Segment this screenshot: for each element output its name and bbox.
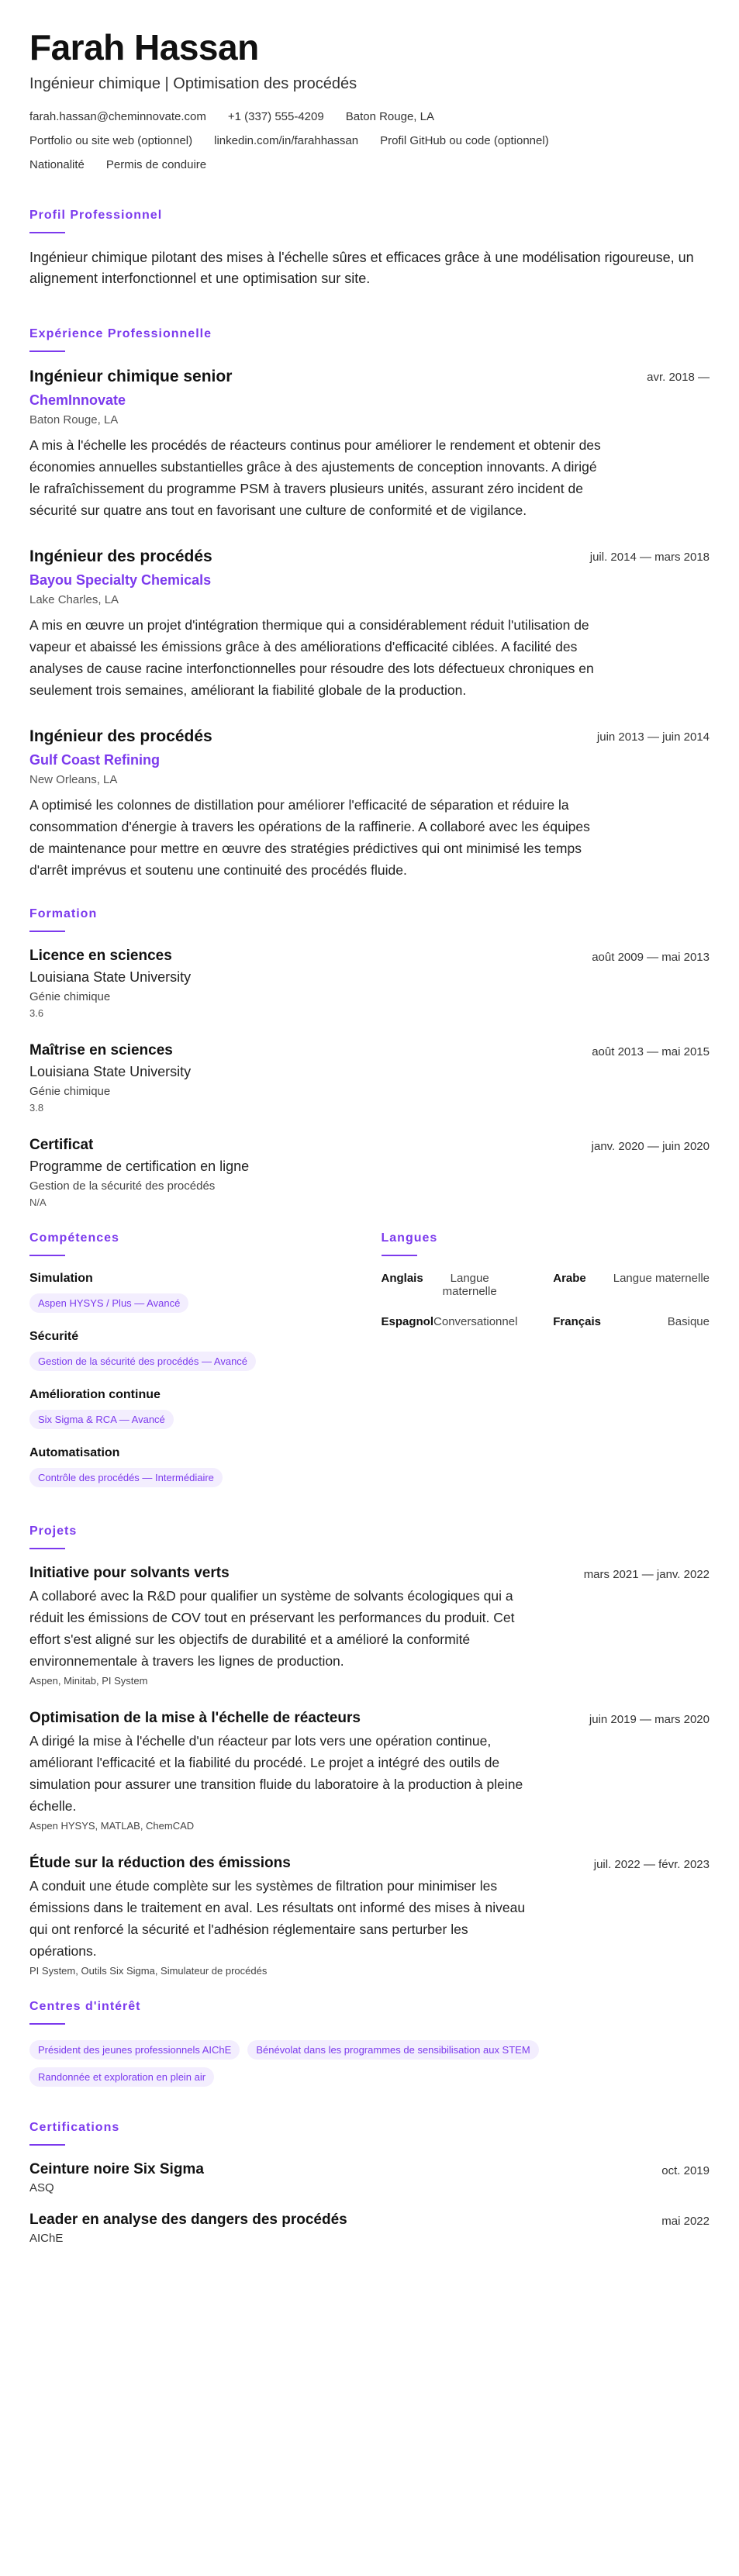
section-divider: [29, 2144, 65, 2146]
section-title: Compétences: [29, 1231, 119, 1245]
certification-title: Leader en analyse des dangers des procédés: [29, 2212, 347, 2229]
education-section: [29, 907, 710, 1208]
language-name: Espagnol: [381, 1315, 434, 1329]
degree-field: Gestion de la sécurité des procédés: [29, 1179, 216, 1193]
job-date: avr. 2018 —: [647, 371, 710, 385]
job-description: A mis à l'échelle les procédés de réacteurs continus pour améliorer le rendement et obtenir des économies annuelles substantielles grâce à des ajustements de conception innovants. A dirigé le rafraîchissement du programme PSM à travers plusieurs unités, assurant zéro incident de sécurité sur quatre ans tout en favorisant une culture de conformité et de vigilance.: [29, 437, 601, 519]
experience-entry: [29, 727, 710, 881]
section-divider: [29, 350, 65, 352]
language-level: Conversationnel: [433, 1315, 518, 1329]
skill-name: Automatisation: [29, 1446, 120, 1460]
section-divider: [29, 2023, 65, 2025]
job-location: Baton Rouge, LA: [29, 413, 119, 427]
language-name: Arabe: [553, 1272, 586, 1286]
contact-row-1: [29, 110, 710, 123]
portfolio-link[interactable]: Portfolio ou site web (optionnel): [29, 133, 193, 147]
section-title: Expérience Professionnelle: [29, 327, 212, 341]
language-item: [382, 1315, 538, 1328]
project-tools: Aspen HYSYS, MATLAB, ChemCAD: [29, 1820, 195, 1832]
project-date: mars 2021 — janv. 2022: [583, 1568, 710, 1582]
section-divider: [29, 232, 65, 233]
section-divider: [382, 1255, 417, 1256]
skill-level-chip: Aspen HYSYS / Plus — Avancé: [29, 1293, 188, 1313]
section-title: Formation: [29, 907, 98, 921]
section-title: Projets: [29, 1525, 78, 1538]
skill-name: Simulation: [29, 1272, 93, 1286]
school-name: Louisiana State University: [29, 969, 192, 986]
linkedin-link[interactable]: linkedin.com/in/farahhassan: [214, 133, 359, 147]
projects-section: [29, 1525, 710, 1977]
skill-item: [29, 1388, 358, 1429]
interests-list: [29, 2040, 710, 2087]
degree-field: Génie chimique: [29, 990, 111, 1004]
section-divider: [29, 1548, 65, 1549]
languages-grid: [382, 1272, 710, 1328]
degree-date: août 2013 — mai 2015: [592, 1045, 710, 1059]
certification-date: oct. 2019: [661, 2164, 710, 2178]
degree-date: janv. 2020 — juin 2020: [591, 1140, 710, 1154]
certification-issuer: ASQ: [29, 2181, 54, 2195]
skill-level-chip: Contrôle des procédés — Intermédiaire: [29, 1468, 223, 1487]
language-item: [553, 1272, 710, 1298]
interest-chip: Randonnée et exploration en plein air: [29, 2067, 214, 2087]
degree-gpa: 3.8: [29, 1102, 44, 1114]
company-name: Bayou Specialty Chemicals: [29, 572, 212, 589]
project-tools: PI System, Outils Six Sigma, Simulateur de procédés: [29, 1965, 268, 1977]
project-entry: [29, 1855, 710, 1977]
certification-entry: [29, 2161, 710, 2194]
resume-header: [29, 28, 710, 171]
company-name: ChemInnovate: [29, 392, 126, 409]
language-level: Langue maternelle: [442, 1272, 497, 1299]
location-text: Baton Rouge, LA: [345, 109, 434, 123]
project-description: A conduit une étude complète sur les systèmes de filtration pour minimiser les émissions dans le traitement en aval. Les résultats ont informé des mises à niveau qui ont renforcé la sécurité et l'adhésion réglementaire sans perturber les opérations.: [29, 1878, 526, 1960]
section-divider: [29, 931, 65, 932]
job-date: juil. 2014 — mars 2018: [589, 551, 710, 565]
language-level: Langue maternelle: [613, 1272, 710, 1286]
section-title: Centres d'intérêt: [29, 2000, 141, 2014]
skill-name: Sécurité: [29, 1330, 79, 1344]
job-date: juin 2013 — juin 2014: [596, 730, 710, 744]
project-date: juil. 2022 — févr. 2023: [593, 1858, 710, 1872]
degree-date: août 2009 — mai 2013: [592, 951, 710, 965]
skills-section: [29, 1231, 358, 1504]
job-title: Ingénieur des procédés: [29, 547, 212, 566]
school-name: Louisiana State University: [29, 1064, 192, 1080]
degree-gpa: N/A: [29, 1196, 47, 1209]
certification-entry: [29, 2212, 710, 2245]
certification-date: mai 2022: [661, 2215, 710, 2229]
project-description: A dirigé la mise à l'échelle d'un réacteur par lots vers une opération continue, améliorant l'efficacité et la fiabilité du procédé. Le projet a intégré des outils de simulation pour assurer une transition fluide du laboratoire à la production à pleine échelle.: [29, 1733, 523, 1815]
github-link[interactable]: Profil GitHub ou code (optionnel): [380, 133, 549, 147]
section-title: Langues: [381, 1231, 438, 1245]
project-entry: [29, 1710, 710, 1832]
school-name: Programme de certification en ligne: [29, 1159, 250, 1175]
candidate-headline: Ingénieur chimique | Optimisation des procédés: [29, 74, 357, 92]
project-title: Initiative pour solvants verts: [29, 1565, 230, 1582]
candidate-name: Farah Hassan: [29, 27, 259, 67]
project-date: juin 2019 — mars 2020: [589, 1713, 710, 1727]
skill-item: [29, 1272, 358, 1313]
degree-title: Maîtrise en sciences: [29, 1042, 173, 1059]
language-item: [553, 1315, 710, 1328]
section-divider: [29, 1255, 65, 1256]
certification-title: Ceinture noire Six Sigma: [29, 2161, 204, 2178]
degree-field: Génie chimique: [29, 1085, 111, 1099]
certifications-section: [29, 2121, 710, 2245]
certification-issuer: AIChE: [29, 2232, 64, 2246]
language-level: Basique: [667, 1315, 710, 1329]
contact-row-3: [29, 158, 710, 171]
language-name: Anglais: [381, 1272, 423, 1286]
language-item: [382, 1272, 538, 1298]
email-link[interactable]: farah.hassan@cheminnovate.com: [29, 109, 206, 123]
project-title: Étude sur la réduction des émissions: [29, 1855, 291, 1872]
project-entry: [29, 1565, 710, 1687]
section-title: Certifications: [29, 2121, 120, 2135]
profile-section: [29, 209, 710, 291]
job-description: A mis en œuvre un projet d'intégration thermique qui a considérablement réduit l'utilisation de vapeur et abaissé les émissions grâce à des améliorations d'efficacité ciblées. A facilité des analyses de cause racine interfonctionnelles pour résoudre des lots défectueux chroniques en seulement trois semaines, améliorant la fiabilité globale de la production.: [29, 617, 594, 699]
education-entry: [29, 1042, 710, 1114]
languages-section: [382, 1231, 710, 1504]
job-location: New Orleans, LA: [29, 773, 118, 787]
language-name: Français: [553, 1315, 601, 1329]
profile-summary: Ingénieur chimique pilotant des mises à l'échelle sûres et efficaces grâce à une modélisation rigoureuse, un alignement interfonctionnel et une optimisation sur site.: [29, 249, 694, 287]
driving-license-text: Permis de conduire: [105, 157, 207, 171]
section-title: Profil Professionnel: [29, 208, 163, 222]
skill-item: [29, 1330, 358, 1371]
experience-entry: [29, 547, 710, 701]
skill-level-chip: Gestion de la sécurité des procédés — Avancé: [29, 1352, 256, 1371]
interest-chip: Bénévolat dans les programmes de sensibilisation aux STEM: [247, 2040, 538, 2060]
degree-gpa: 3.6: [29, 1007, 44, 1020]
company-name: Gulf Coast Refining: [29, 752, 160, 768]
job-title: Ingénieur des procédés: [29, 727, 212, 746]
experience-entry: [29, 368, 710, 521]
project-description: A collaboré avec la R&D pour qualifier un système de solvants écologiques qui a réduit les émissions de COV tout en préservant les performances du produit. Cet effort s'est aligné sur les objectifs de durabilité et a amélioré la conformité environnementale à travers les lignes de production.: [29, 1588, 515, 1670]
interest-chip: Président des jeunes professionnels AIChE: [29, 2040, 240, 2060]
skill-item: [29, 1446, 358, 1487]
experience-section: [29, 327, 710, 881]
skills-languages-row: [29, 1231, 710, 1504]
job-title: Ingénieur chimique senior: [29, 368, 233, 386]
job-location: Lake Charles, LA: [29, 593, 119, 607]
phone-link[interactable]: +1 (337) 555-4209: [227, 109, 324, 123]
project-title: Optimisation de la mise à l'échelle de réacteurs: [29, 1710, 361, 1727]
skill-name: Amélioration continue: [29, 1388, 161, 1402]
skill-level-chip: Six Sigma & RCA — Avancé: [29, 1410, 174, 1429]
degree-title: Certificat: [29, 1137, 94, 1154]
education-entry: [29, 1137, 710, 1208]
education-entry: [29, 948, 710, 1019]
nationality-text: Nationalité: [29, 157, 85, 171]
degree-title: Licence en sciences: [29, 948, 172, 965]
contact-row-2: [29, 134, 710, 147]
project-tools: Aspen, Minitab, PI System: [29, 1675, 148, 1687]
job-description: A optimisé les colonnes de distillation pour améliorer l'efficacité de séparation et réduire la consommation d'énergie à travers les opérations de la raffinerie. A collaboré avec les équipes de maintenance pour mettre en œuvre des stratégies prédictives qui ont minimisé les temps d'arrêt imprévus et soutenu une continuité des procédés fluide.: [29, 797, 590, 879]
interests-section: [29, 2000, 710, 2087]
